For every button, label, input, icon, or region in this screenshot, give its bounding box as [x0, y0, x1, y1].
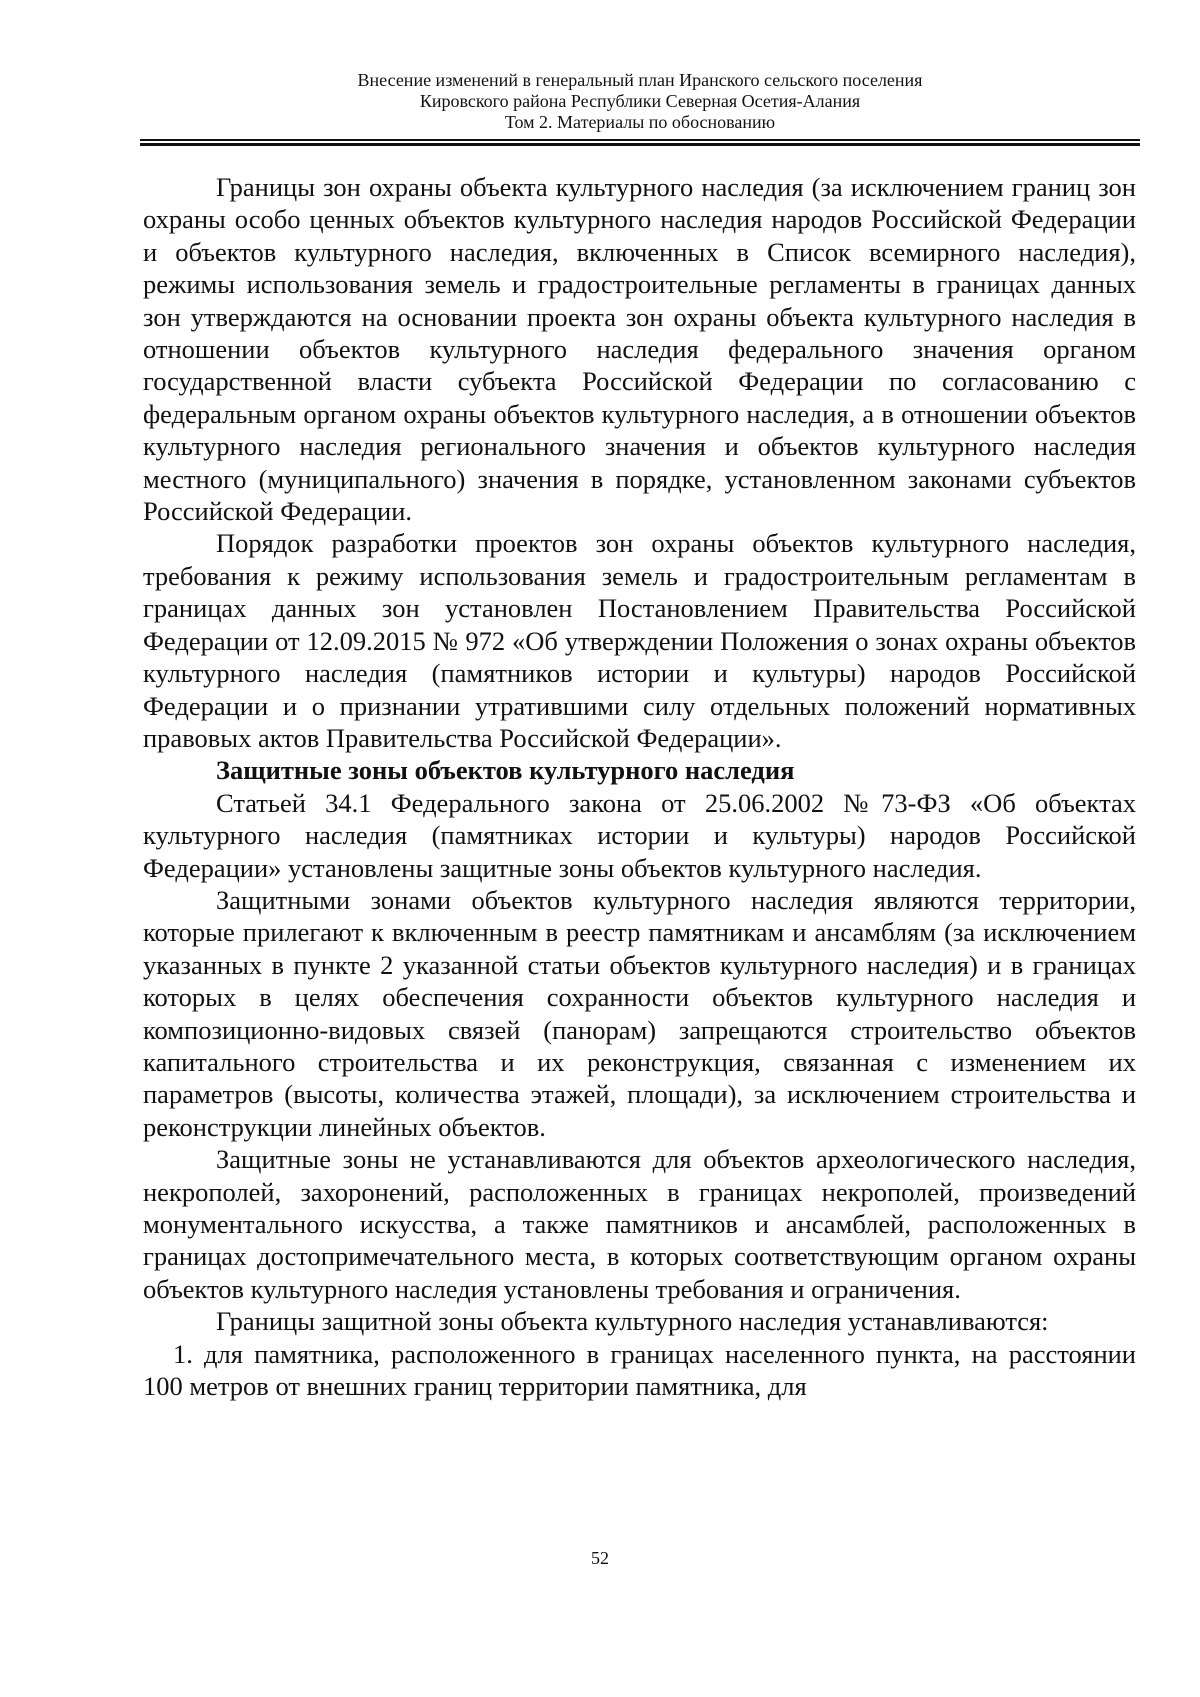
paragraph-protective-zones-definition: Защитными зонами объектов культурного наследия являются территории, которые прилегают к включенным в реестр памятникам и ансамблям (за исключением указанных в пункте 2 указанной статьи объектов культурного наследия) и в границах которых в целях обеспечения сохранности объектов культурного наследия и композиционно-видовых связей (панорам) запрещаются строительство объектов капитального строительства и их реконструкция, связанная с изменением их параметров (высоты, количества этажей, площади), за исключением строительства и реконструкции линейных объектов.	[143, 884, 1136, 1142]
list-item-1: 1. для памятника, расположенного в границах населенного пункта, на расстоянии 100 метров от внешних границ территории памятника, для	[143, 1338, 1136, 1402]
header-line-3: Том 2. Материалы по обоснованию	[504, 112, 776, 132]
paragraph-zone-borders: Границы зон охраны объекта культурного наследия (за исключением границ зон охраны особо ценных объектов культурного наследия народов Российской Федерации и объектов культурного наследия, включенных в Список всемирного наследия), режимы использования земель и градостроительные регламенты в границах данных зон утверждаются на основании проекта зон охраны объекта культурного наследия в отношении объектов культурного наследия федерального значения органом государственной власти субъекта Российской Федерации по согласованию с федеральным органом охраны объектов культурного наследия, а в отношении объектов культурного наследия регионального значения и объектов культурного наследия местного (муниципального) значения в порядке, установленном законами субъектов Российской Федерации.	[143, 172, 1136, 527]
paragraph-development-order: Порядок разработки проектов зон охраны объектов культурного наследия, требования к режиму использования земель и градостроительным регламентам в границах данных зон установлен Постановлением Правительства Российской Федерации от 12.09.2015 № 972 «Об утверждении Положения о зонах охраны объектов культурного наследия (памятников истории и культуры) народов Российской Федерации и о признании утратившими силу отдельных положений нормативных правовых актов Правительства Российской Федерации».	[143, 528, 1136, 753]
section-heading: Защитные зоны объектов культурного наследия	[216, 755, 795, 786]
header-line-2: Кировского района Республики Северная Осетия-Алания	[419, 91, 861, 111]
header-line-1: Внесение изменений в генеральный план Иранского сельского поселения	[357, 70, 923, 90]
paragraph-article-34-1: Статьей 34.1 Федерального закона от 25.06.2002 №73-ФЗ «Об объектах культурного наследия (памятниках истории и культуры) народов Российской Федерации» установлены защитные зоны объектов культурного наследия.	[143, 787, 1136, 883]
header-rule-thin	[140, 139, 1140, 141]
page-number: 52	[591, 1548, 609, 1568]
header-rule-thick	[140, 143, 1140, 146]
paragraph-zone-exclusions: Защитные зоны не устанавливаются для объектов археологического наследия, некрополей, захоронений, расположенных в границах некрополей, произведений монументального искусства, а также памятников и ансамблей, расположенных в границах достопримечательного места, в которых соответствующим органом охраны объектов культурного наследия установлены требования и ограничения.	[143, 1144, 1136, 1304]
paragraph-zone-boundaries-intro: Границы защитной зоны объекта культурного наследия устанавливаются:	[216, 1306, 1049, 1337]
running-header	[140, 70, 1140, 133]
document-body	[143, 171, 1136, 1402]
